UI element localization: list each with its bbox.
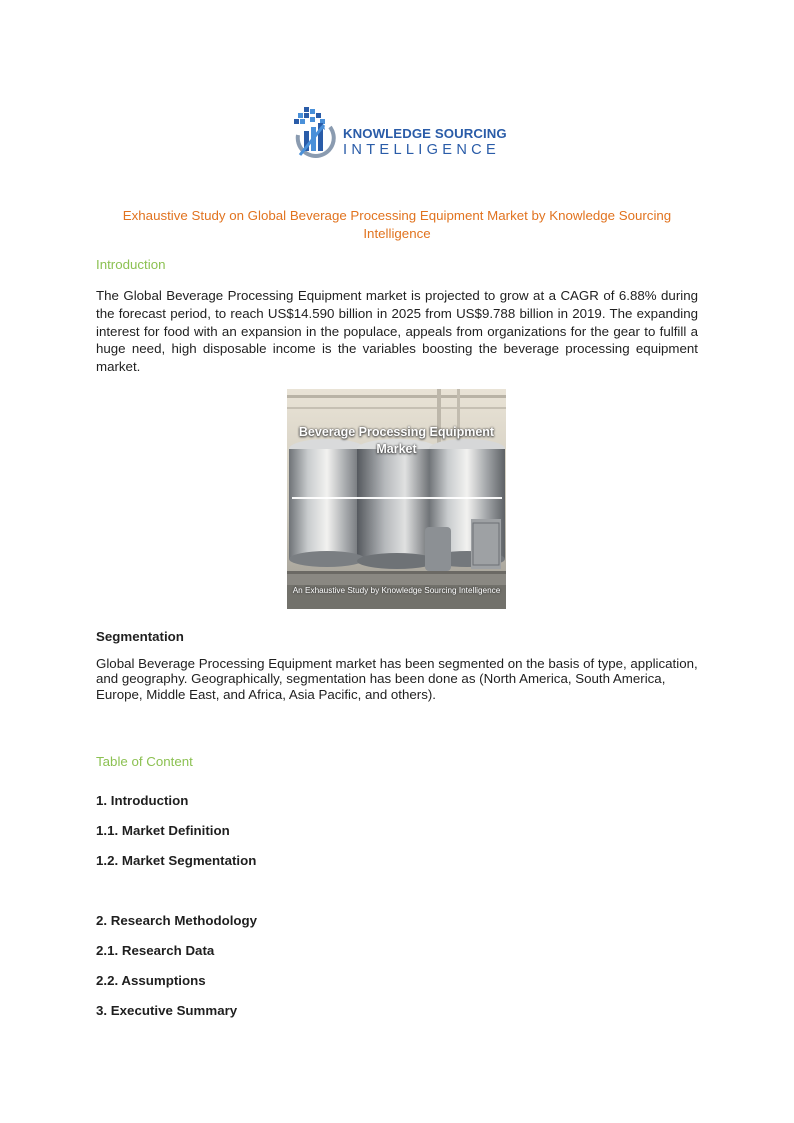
toc-heading: Table of Content (96, 754, 193, 769)
toc-item-assumptions: 2.2. Assumptions (96, 973, 206, 988)
hero-image (287, 389, 506, 609)
logo-text-line2: INTELLIGENCE (343, 142, 501, 158)
toc-item-executive-summary: 3. Executive Summary (96, 1003, 238, 1018)
factory-tanks-illustration (287, 389, 506, 609)
toc-item-research-methodology: 2. Research Methodology (96, 913, 258, 928)
company-logo (290, 105, 506, 167)
introduction-heading: Introduction (96, 257, 166, 272)
toc-item-market-segmentation: 1.2. Market Segmentation (96, 853, 257, 868)
segmentation-paragraph: Global Beverage Processing Equipment market has been segmented on the basis of type, application, and geography. Geographically, segmentation has been done as (North America, South America, Europe, Middle East, and Africa, Asia Pacific, and others). (96, 656, 698, 702)
toc-item-introduction: 1. Introduction (96, 793, 189, 808)
document-title: Exhaustive Study on Global Beverage Processing Equipment Market by Knowledge Sourcing Intelligence (122, 208, 672, 241)
hero-image-caption: An Exhaustive Study by Knowledge Sourcing Intelligence (292, 586, 501, 595)
toc-item-market-definition: 1.1. Market Definition (96, 823, 230, 838)
hero-image-title: Beverage Processing Equipment Market (298, 425, 495, 456)
toc-item-research-data: 2.1. Research Data (96, 943, 215, 958)
introduction-paragraph: The Global Beverage Processing Equipment market is projected to grow at a CAGR of 6.88% during the forecast period, to reach US$14.590 billion in 2025 from US$9.788 billion in 2019. The expanding interest for food with an expansion in the populace, appeals from organizations for the gear to fulfill a huge need, high disposable income is the variables boosting the beverage processing equipment market. (96, 288, 698, 375)
logo-emblem-icon (290, 105, 342, 167)
segmentation-heading: Segmentation (96, 629, 184, 644)
hero-image-divider (292, 497, 502, 499)
logo-text-line1: KNOWLEDGE SOURCING (343, 126, 507, 141)
